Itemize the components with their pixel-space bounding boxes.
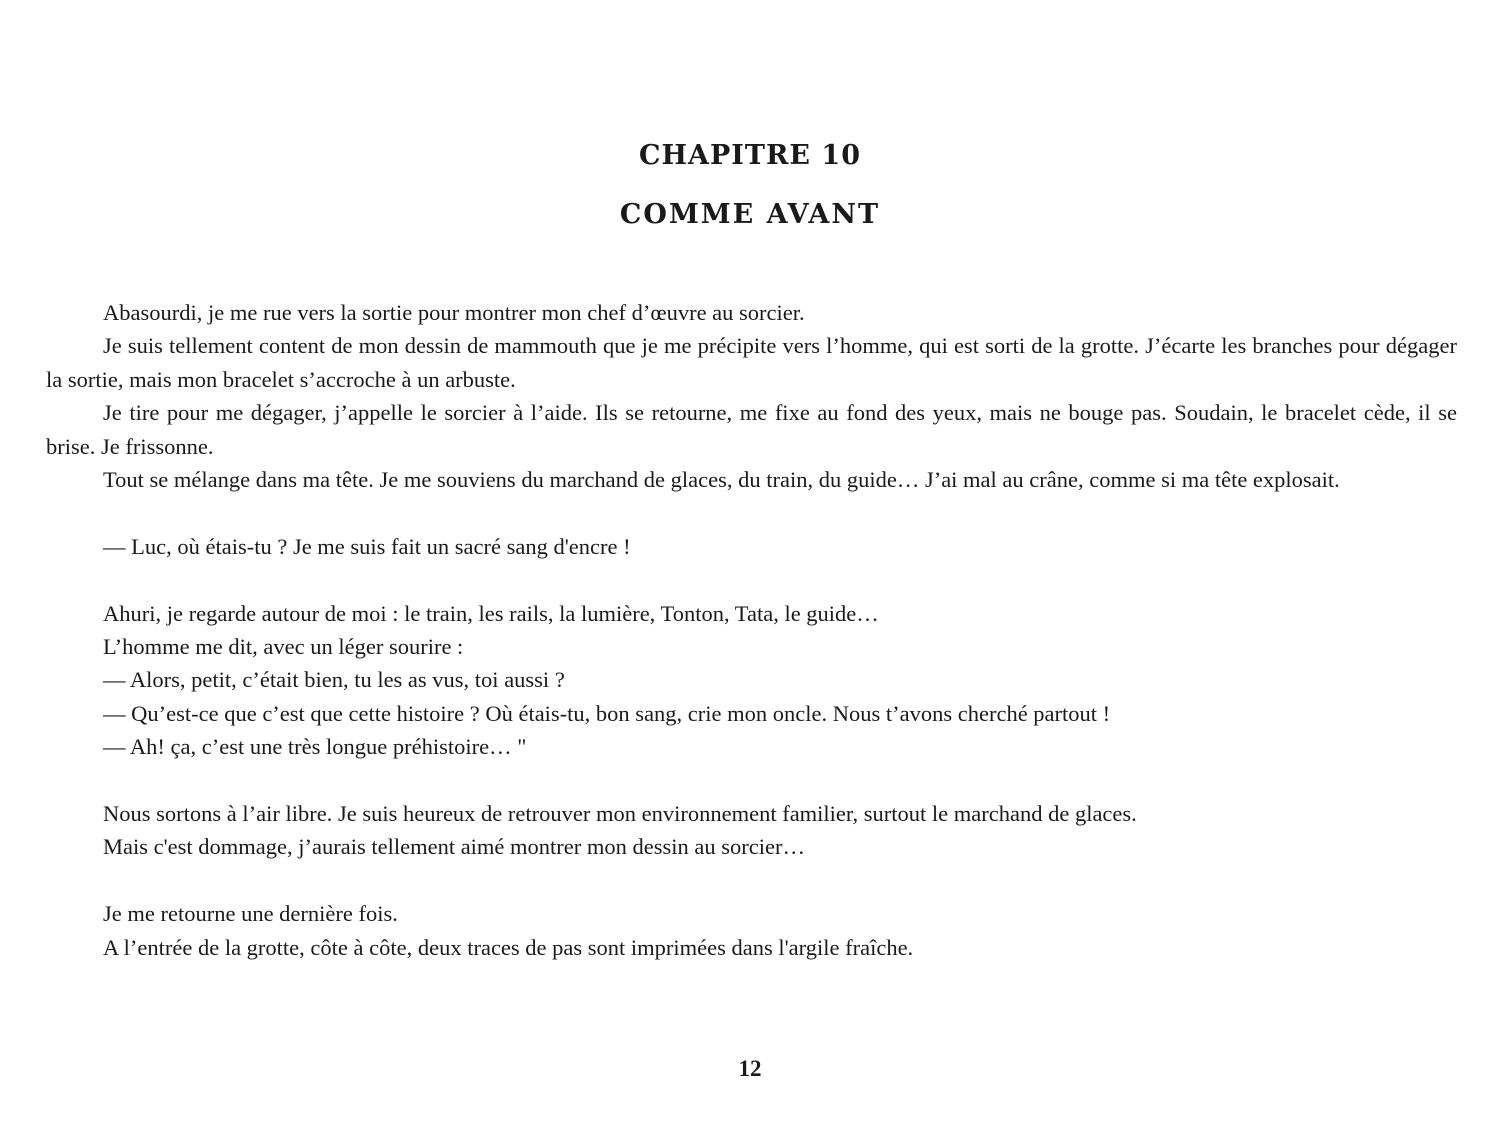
chapter-title: COMME AVANT — [619, 199, 881, 230]
dialogue-line: — Qu’est-ce que c’est que cette histoire ? Où étais-tu, bon sang, crie mon oncle. Nous t’avons cherché partout ! — [103, 700, 1111, 726]
paragraph: Abasourdi, je me rue vers la sortie pour montrer mon chef d’œuvre au sorcier. — [103, 300, 805, 325]
paragraph: Tout se mélange dans ma tête. Je me souviens du marchand de glaces, du train, du guide… J’ai mal au crâne, comme si ma tête explosait. — [103, 467, 1340, 493]
paragraph: Je suis tellement content de mon dessin de mammouth que je me précipite vers l’homme, qui est sorti de la grotte. J’écarte les branches pour dégager la sortie, mais mon bracelet s’accroche à un arbuste. — [46, 333, 1457, 392]
dialogue-line: — Luc, où étais-tu ? Je me suis fait un sacré sang d'encre ! — [103, 533, 631, 559]
paragraph: Nous sortons à l’air libre. Je suis heureux de retrouver mon environnement familier, surtout le marchand de glaces. — [103, 801, 1137, 827]
chapter-body — [46, 296, 1457, 964]
blank-line — [46, 496, 1457, 529]
page-number: 12 — [738, 1056, 762, 1081]
paragraph: L’homme me dit, avec un léger sourire : — [103, 634, 464, 660]
paragraph: Je tire pour me dégager, j’appelle le sorcier à l’aide. Ils se retourne, me fixe au fond des yeux, mais ne bouge pas. Soudain, le bracelet cède, il se brise. Je frissonne. — [46, 400, 1457, 459]
dialogue-line: — Ah! ça, c’est une très longue préhistoire… " — [103, 734, 527, 760]
blank-line — [46, 864, 1457, 897]
chapter-number: CHAPITRE 10 — [639, 140, 861, 171]
paragraph: Je me retourne une dernière fois. — [103, 901, 398, 927]
blank-line — [46, 563, 1457, 596]
dialogue-line: — Alors, petit, c’était bien, tu les as vus, toi aussi ? — [103, 667, 565, 693]
paragraph: A l’entrée de la grotte, côte à côte, deux traces de pas sont imprimées dans l'argile fraîche. — [103, 934, 914, 960]
paragraph: Ahuri, je regarde autour de moi : le train, les rails, la lumière, Tonton, Tata, le guide… — [103, 600, 879, 626]
paragraph: Mais c'est dommage, j’aurais tellement aimé montrer mon dessin au sorcier… — [103, 834, 805, 860]
blank-line — [46, 764, 1457, 797]
